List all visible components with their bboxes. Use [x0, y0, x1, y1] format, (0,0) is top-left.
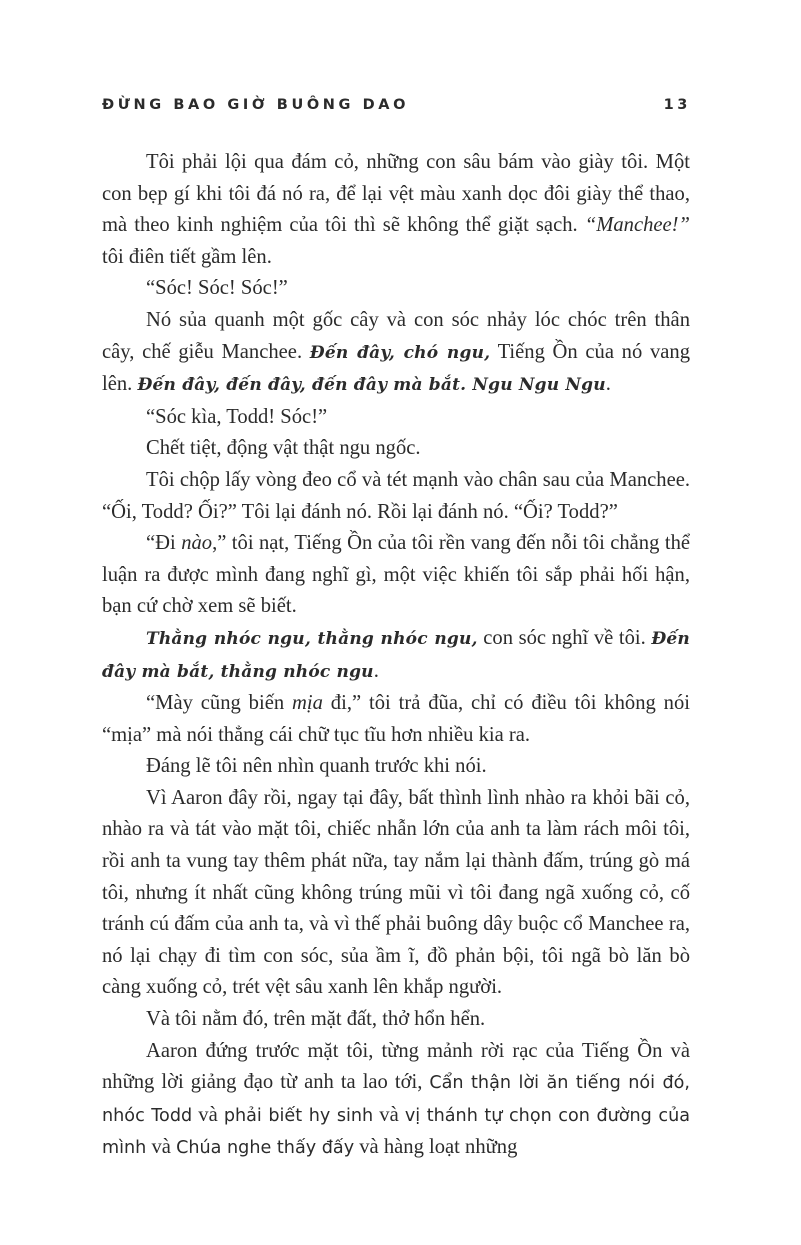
text-run: Aaron đứng trước mặt tôi, từng mảnh rời rạc của Tiếng Ồn và những lời giảng đạo từ anh ta lao tới, — [102, 1039, 690, 1094]
text-run: . — [373, 659, 379, 682]
text-run: “Mày cũng biến — [146, 692, 293, 715]
header-title: ĐỪNG BAO GIỜ BUÔNG DAO — [102, 97, 410, 113]
paragraph — [102, 688, 690, 751]
sermon-text: Cẩn thận lời ăn tiếng nói đó, nhóc Todd — [102, 1073, 690, 1126]
paragraph — [102, 402, 690, 434]
paragraph — [102, 147, 690, 273]
sermon-text: phải biết hy sinh — [223, 1105, 374, 1126]
paragraph — [102, 783, 690, 1004]
text-run: và — [373, 1103, 405, 1126]
text-run: ,” tôi nạt, Tiếng Ồn của tôi rền vang đến nỗi tôi chẳng thể luận ra được mình đang nghĩ gì, một việc khiến tôi sắp phải hối hận, bạn cứ chờ xem sẽ biết. — [102, 532, 691, 618]
text-run: tôi điên tiết gầm lên. — [102, 245, 272, 268]
noise-text: Đến đây mà bắt, thằng nhóc ngu — [102, 628, 690, 682]
paragraph — [102, 273, 690, 305]
text-run: Nó sủa quanh một gốc cây và con sóc nhảy lóc chóc trên thân cây, chế giễu Manchee. — [102, 308, 690, 363]
text-run: và — [192, 1103, 224, 1126]
text-run: và hàng loạt những — [354, 1136, 518, 1159]
noise-text: Đến đây, đến đây, đến đây mà bắt. Ngu Ngu Ngu — [137, 375, 606, 396]
text-run: Tiếng Ồn của nó vang lên. — [102, 340, 690, 396]
sermon-text: vị thánh tự chọn con đường của mình — [102, 1105, 691, 1159]
text-run: Đáng lẽ tôi nên nhìn quanh trước khi nói. — [146, 755, 487, 778]
text-run: đi,” tôi trả đũa, chỉ có điều tôi không nói “mịa” mà nói thẳng cái chữ tục tĩu hơn nhiều kia ra. — [102, 692, 690, 746]
text-run: và — [146, 1136, 177, 1159]
text-run: Vì Aaron đây rồi, ngay tại đây, bất thình lình nhào ra khỏi bãi cỏ, nhào ra và tát vào mặt tôi, chiếc nhẫn lớn của anh ta làm rách môi tôi, rồi anh ta vung tay thêm phát nữa, tay nắm lại thành đấm, trúng gò má tôi, nhưng ít nhất cũng không trúng mũi vì tôi đang ngã xuống cỏ, cố tránh cú đấm của anh ta, và vì thế phải buông dây buộc cổ Manchee ra, nó lại chạy đi tìm con sóc, sủa ầm ĩ, đồ phản bội, tôi ngã bò lăn bò càng xuống cỏ, trét vệt sâu xanh lên khắp người. — [102, 786, 690, 999]
text-run: “Đi — [146, 532, 182, 555]
paragraph — [102, 528, 690, 623]
text-run: “Sóc kìa, Todd! Sóc!” — [146, 405, 328, 428]
italic-text: mịa — [292, 692, 323, 715]
body-text — [102, 147, 690, 1165]
paragraph — [102, 433, 690, 465]
text-run: Tôi phải lội qua đám cỏ, những con sâu bám vào giày tôi. Một con bẹp gí khi tôi đá nó ra, để lại vệt màu xanh dọc đôi giày thể thao, mà theo kinh nghiệm của tôi thì sẽ không thể giặt sạch. — [102, 151, 690, 237]
noise-text: Đến đây, chó ngu, — [309, 342, 491, 363]
noise-text: Thằng nhóc ngu, thằng nhóc ngu, — [146, 628, 478, 649]
paragraph — [102, 465, 690, 528]
running-header — [102, 97, 691, 113]
text-run: con sóc nghĩ về tôi. — [477, 626, 652, 649]
text-run: Chết tiệt, động vật thật ngu ngốc. — [146, 437, 421, 460]
text-run: . — [605, 373, 611, 396]
page-number: 13 — [663, 97, 691, 113]
paragraph — [102, 1004, 690, 1036]
text-run: Tôi chộp lấy vòng đeo cổ và tét mạnh vào chân sau của Manchee. “Ối, Todd? Ối?” Tôi lại đánh nó. Rồi lại đánh nó. “Ối? Todd?” — [102, 468, 690, 523]
paragraph — [102, 751, 690, 783]
paragraph — [102, 305, 690, 402]
italic-text: “Manchee!” — [584, 214, 690, 237]
text-run: Và tôi nằm đó, trên mặt đất, thở hổn hển. — [146, 1008, 486, 1031]
paragraph — [102, 1036, 690, 1165]
sermon-text: Chúa nghe thấy đấy — [176, 1138, 355, 1159]
paragraph — [102, 623, 690, 688]
italic-text: nào — [181, 532, 213, 555]
text-run: “Sóc! Sóc! Sóc!” — [146, 277, 288, 300]
